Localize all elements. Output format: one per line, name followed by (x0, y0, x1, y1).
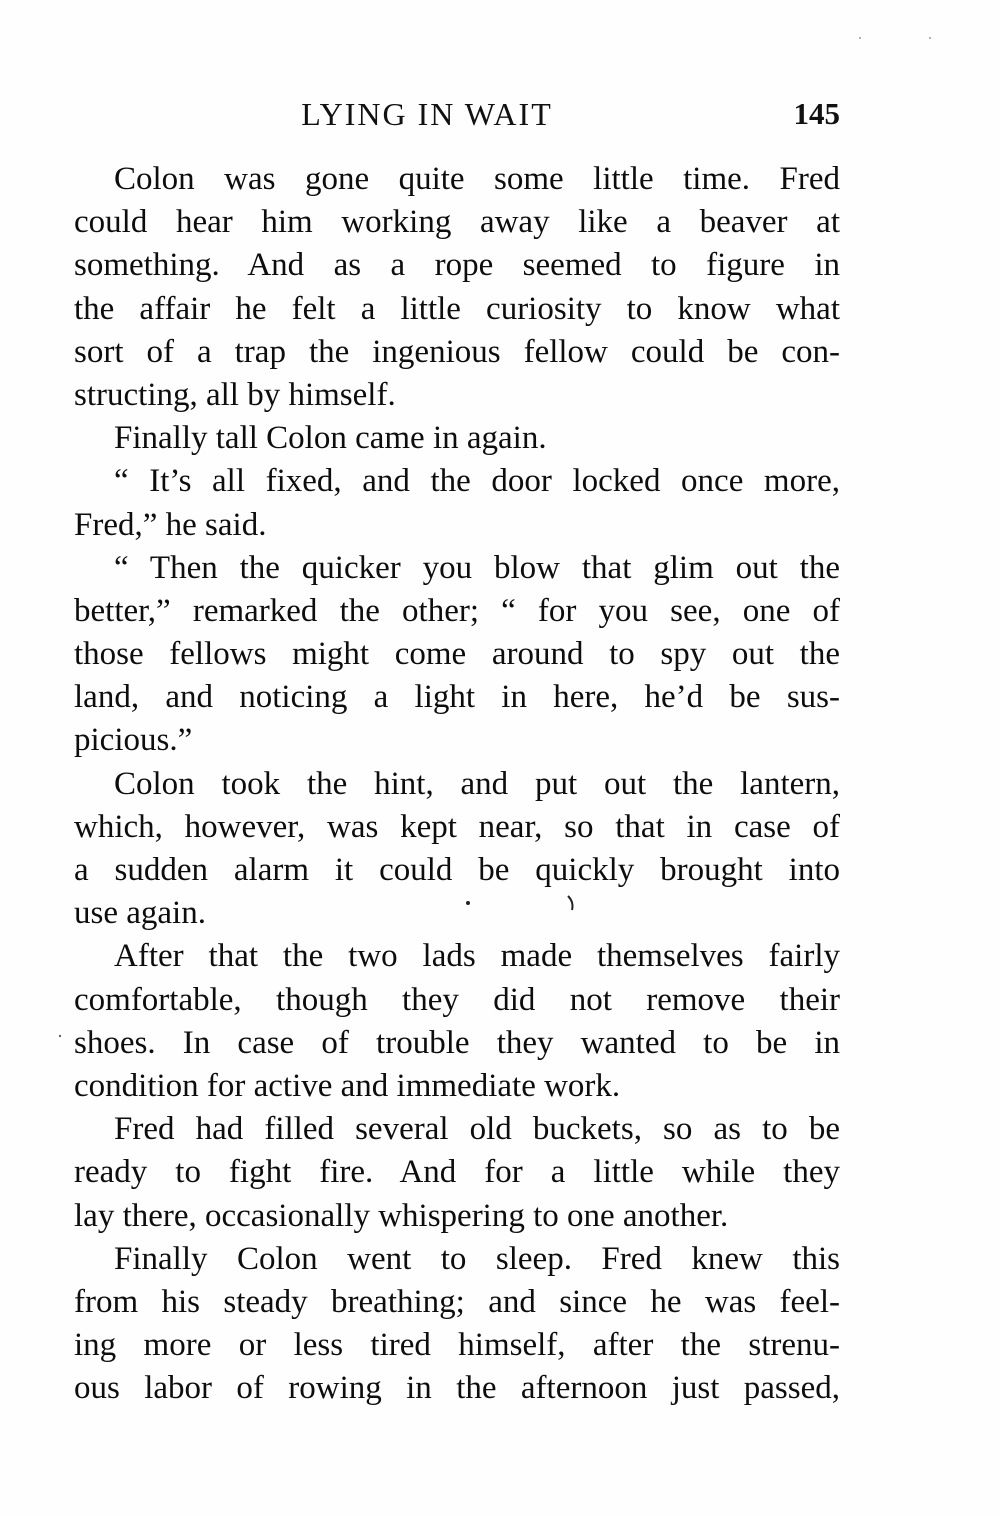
text-line: which, however, was kept near, so that in case of (74, 808, 840, 845)
text-line: Fred had filled several old buckets, so as to be (114, 1111, 840, 1148)
text-line: After that the two lads made themselves fairly (114, 938, 840, 975)
text-line: Colon took the hint, and put out the lantern, (114, 765, 840, 802)
text-line: condition for active and immediate work. (74, 1067, 621, 1104)
text-line: could hear him working away like a beaver at (74, 204, 840, 241)
text-line: the affair he felt a little curiosity to know what (74, 290, 840, 327)
text-line: ready to fight fire. And for a little while they (74, 1154, 840, 1191)
paragraph-7 (74, 1108, 840, 1238)
dust-speck (929, 37, 931, 39)
text-line: structing, all by himself. (74, 376, 396, 413)
text-line: comfortable, though they did not remove their (74, 981, 840, 1018)
text-line: sort of a trap the ingenious fellow could be con- (74, 333, 840, 370)
text-line: picious.” (74, 722, 193, 759)
text-line: Colon was gone quite some little time. Fred (114, 161, 840, 197)
paragraph-1 (74, 158, 840, 417)
text-line: Fred,” he said. (74, 506, 267, 543)
paragraph-6 (74, 935, 840, 1108)
paragraph-8 (74, 1238, 840, 1411)
text-line: Finally tall Colon came in again. (114, 420, 547, 457)
text-line: “ It’s all fixed, and the door locked once more, (114, 463, 840, 500)
paragraph-4 (74, 547, 840, 763)
running-title-text: LYING IN WAIT (301, 96, 553, 132)
running-title (74, 96, 840, 133)
text-line: a sudden alarm it could be quickly brought into (74, 852, 840, 888)
text-line: better,” remarked the other; “ for you see, one of (74, 592, 840, 629)
paragraph-5 (74, 763, 840, 936)
body-text (74, 158, 840, 1410)
running-head (74, 96, 840, 146)
text-line: ous labor of rowing in the afternoon just passed, (74, 1370, 840, 1407)
text-line: those fellows might come around to spy out the (74, 636, 840, 673)
text-line: lay there, occasionally whispering to one another. (74, 1197, 729, 1234)
text-line: land, and noticing a light in here, he’d be sus- (74, 679, 840, 716)
text-line: use again. (74, 895, 206, 932)
dust-speck (59, 1035, 61, 1037)
text-line: “ Then the quicker you blow that glim out the (114, 549, 840, 586)
paragraph-2 (74, 417, 840, 460)
text-line: shoes. In case of trouble they wanted to be in (74, 1024, 840, 1061)
text-line: from his steady breathing; and since he was feel- (74, 1283, 840, 1320)
page-number: 145 (793, 96, 840, 131)
text-line: ing more or less tired himself, after the strenu- (74, 1327, 840, 1364)
dust-speck (859, 37, 861, 39)
paragraph-3 (74, 460, 840, 546)
text-line: Finally Colon went to sleep. Fred knew this (114, 1240, 840, 1277)
text-line: something. And as a rope seemed to figure in (74, 247, 840, 284)
